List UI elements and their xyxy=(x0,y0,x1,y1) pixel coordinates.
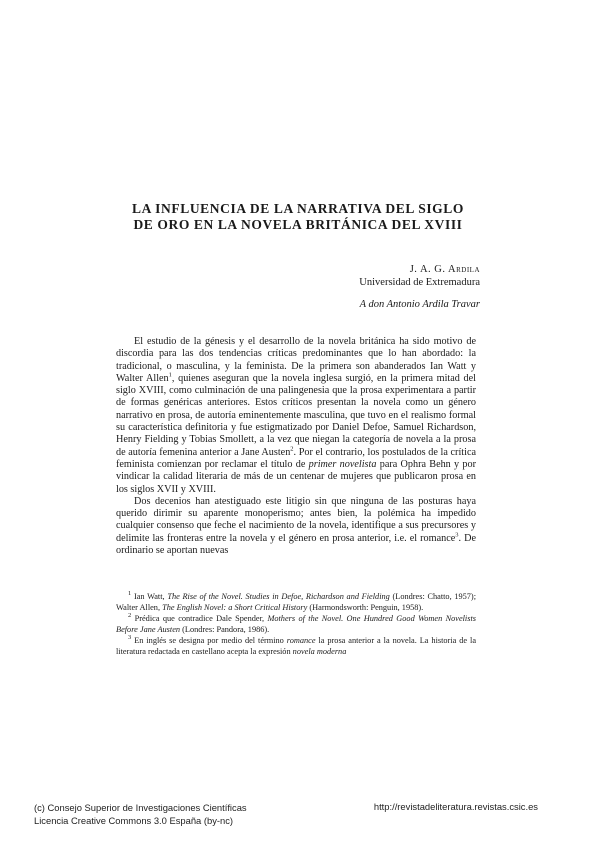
footnote-3 xyxy=(116,636,476,657)
license-notice xyxy=(34,801,247,827)
paragraph-2 xyxy=(116,496,476,557)
paragraph-1-part-b: , quienes aseguran que la novela inglesa surgió, en la primera mitad del siglo XVIII, como culminación de una palingenesia que la prosa experimentara a partir de formas genéricas anteriores. Estos críticos presentan la novela como un género narrativo en prosa, de autoría eminentemente masculina, que tuvo en el realismo formal su característica definitoria y fue estigmatizado por Daniel Defoe, Samuel Richardson, Henry Fielding y Tobias Smollett, a la vez que niegan la categoría de novela a la prosa de autoría femenina anterior a Jane Austen xyxy=(116,372,476,458)
paragraph-2-part-a: Dos decenios han atestiguado este litigio sin que ninguna de las posturas haya querido dirimir su aparente monoperismo; antes bien, la polémica ha impedido cualquier consenso que feche el nacimiento de la novela, identifique a sus precursores y delimite las fronteras entre la novela y el género en prosa anterior, i.e. el romance xyxy=(116,495,476,544)
footnote-2-part-b: (Londres: Pandora, 1986). xyxy=(180,624,270,634)
paragraph-1-part-d: para Ophra Behn y por vindicar la calidad literaria de más de un centenar de mujeres que publicaron prosa en los siglos XVII y XVIII. xyxy=(116,458,477,495)
author-name: J. A. G. Ardila xyxy=(409,264,480,275)
footnote-ref-1: 1 xyxy=(168,371,172,379)
dedication: A don Antonio Ardila Travar xyxy=(359,299,480,310)
footnote-3-part-a: En inglés se designa por medio del término xyxy=(134,636,287,646)
footnote-ref-3: 3 xyxy=(455,531,459,539)
footnote-1-title-2: The English Novel: a Short Critical History xyxy=(162,602,308,612)
footnote-2-title: Mothers of the Novel. One Hundred Good Women Novelists Before Jane Austen xyxy=(116,614,476,634)
footnote-1-part-c: (Harmondsworth: Penguin, 1958). xyxy=(307,602,424,612)
footnote-3-term-1: romance xyxy=(286,636,316,646)
title-line-2: DE ORO EN LA NOVELA BRITÁNICA DEL XVIII xyxy=(133,217,463,232)
footnote-2-part-a: Prédica que contradice Dale Spender, xyxy=(134,614,268,624)
footnote-1-number: 1 xyxy=(128,590,132,598)
paragraph-2-part-b: . De ordinario se aportan nuevas xyxy=(116,532,476,557)
footnote-ref-2: 2 xyxy=(290,445,294,453)
footnote-2-number: 2 xyxy=(128,612,132,620)
license-terms: Licencia Creative Commons 3.0 España (by-nc) xyxy=(34,815,234,826)
journal-url-link[interactable]: http://revistadeliteratura.revistas.csic.es xyxy=(373,801,538,812)
footnote-1-part-a: Ian Watt, xyxy=(133,592,168,601)
footnote-2 xyxy=(116,614,476,635)
footnote-3-number: 3 xyxy=(128,634,132,642)
footnote-1 xyxy=(116,592,476,613)
license-copyright: (c) Consejo Superior de Investigaciones Científicas xyxy=(34,802,247,813)
title-line-1: LA INFLUENCIA DE LA NARRATIVA DEL SIGLO xyxy=(132,201,464,216)
article-title xyxy=(100,201,496,233)
body-text xyxy=(116,336,476,557)
author-block xyxy=(359,263,480,289)
paragraph-1 xyxy=(116,336,476,496)
paragraph-1-emphasis: primer novelista xyxy=(308,458,377,470)
paragraph-1-part-c: . Por el contrario, los postulados de la crítica feminista comienzan por reclamar el título de xyxy=(116,446,476,470)
footnote-1-title-1: The Rise of the Novel. Studies in Defoe, Richardson and Fielding xyxy=(167,592,390,601)
footnote-3-part-b: la prosa anterior a la novela. La historia de la literatura redactada en castellano acepta la expresión xyxy=(116,636,477,656)
footnote-3-term-2: novela moderna xyxy=(292,646,347,656)
footnote-1-part-b: (Londres: Chatto, 1957); Walter Allen, xyxy=(116,592,477,612)
author-affiliation: Universidad de Extremadura xyxy=(359,277,480,288)
paragraph-1-part-a: El estudio de la génesis y el desarrollo de la novela británica ha sido motivo de discordia para las dos tendencias críticas predominantes que lo han abordado: la tradicional, o masculina, y la feminista. De la primera son abanderados Ian Watt y Walter Allen xyxy=(116,336,476,384)
footnotes xyxy=(116,592,476,659)
